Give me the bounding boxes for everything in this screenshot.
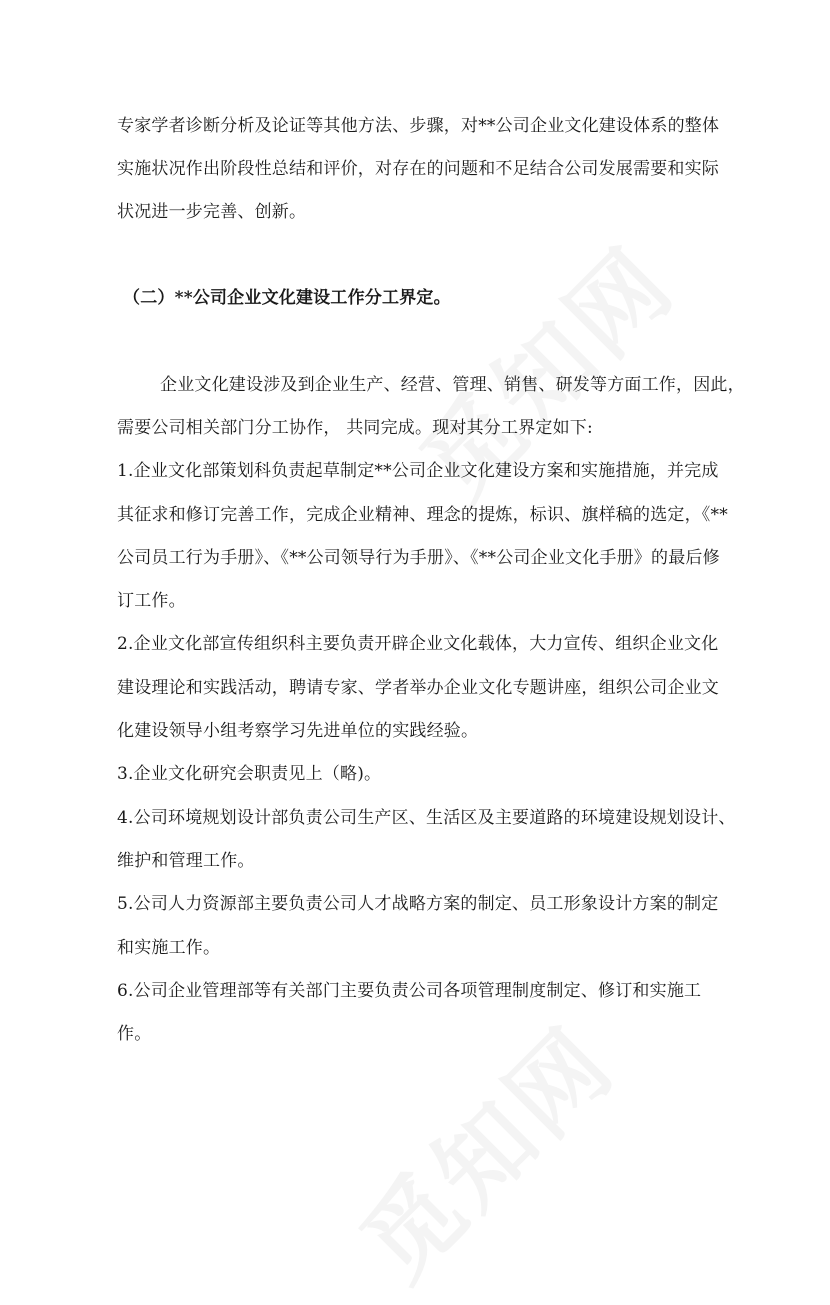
item-6-line-2: 作。	[117, 1024, 152, 1044]
intro-line-3: 状况进一步完善、创新。	[117, 202, 307, 222]
paragraph-line-2: 需要公司相关部门分工协作， 共同完成。现对其分工界定如下:	[117, 418, 593, 438]
watermark-bottom	[326, 992, 639, 1305]
item-3-line-1: 3.企业文化研究会职责见上（略)。	[117, 764, 382, 784]
item-6-line-1: 6.公司企业管理部等有关部门主要负责公司各项管理制度制定、修订和实施工	[117, 981, 702, 1001]
paragraph-line-1: 企业文化建设涉及到企业生产、经营、管理、销售、研发等方面工作，因此，	[160, 375, 745, 395]
item-4-line-1: 4.公司环境规划设计部负责公司生产区、生活区及主要道路的环境建设规划设计、	[117, 808, 736, 828]
item-5-line-1: 5.公司人力资源部主要负责公司人才战略方案的制定、员工形象设计方案的制定	[117, 894, 719, 914]
item-2-line-3: 化建设领导小组考察学习先进单位的实践经验。	[117, 721, 479, 741]
item-5-line-2: 和实施工作。	[117, 938, 221, 958]
item-1-line-1: 1.企业文化部策划科负责起草制定**公司企业文化建设方案和实施措施，并完成	[117, 461, 719, 481]
item-1-line-2: 其征求和修订完善工作，完成企业精神、理念的提炼，标识、旗样稿的选定，《**	[117, 505, 728, 525]
item-1-line-4: 订工作。	[117, 591, 186, 611]
item-2-line-2: 建设理论和实践活动，聘请专家、学者举办企业文化专题讲座，组织公司企业文	[117, 678, 719, 698]
item-2-line-1: 2.企业文化部宣传组织科主要负责开辟企业文化载体，大力宣传、组织企业文化	[117, 634, 719, 654]
intro-line-1: 专家学者诊断分析及论证等其他方法、步骤，对**公司企业文化建设体系的整体	[117, 116, 720, 136]
section-heading: （二）**公司企业文化建设工作分工界定。	[123, 288, 451, 308]
intro-line-2: 实施状况作出阶段性总结和评价，对存在的问题和不足结合公司发展需要和实际	[117, 159, 719, 179]
item-1-line-3: 公司员工行为手册》、《**公司领导行为手册》、《**公司企业文化手册》的最后修	[117, 548, 720, 568]
item-4-line-2: 维护和管理工作。	[117, 851, 255, 871]
